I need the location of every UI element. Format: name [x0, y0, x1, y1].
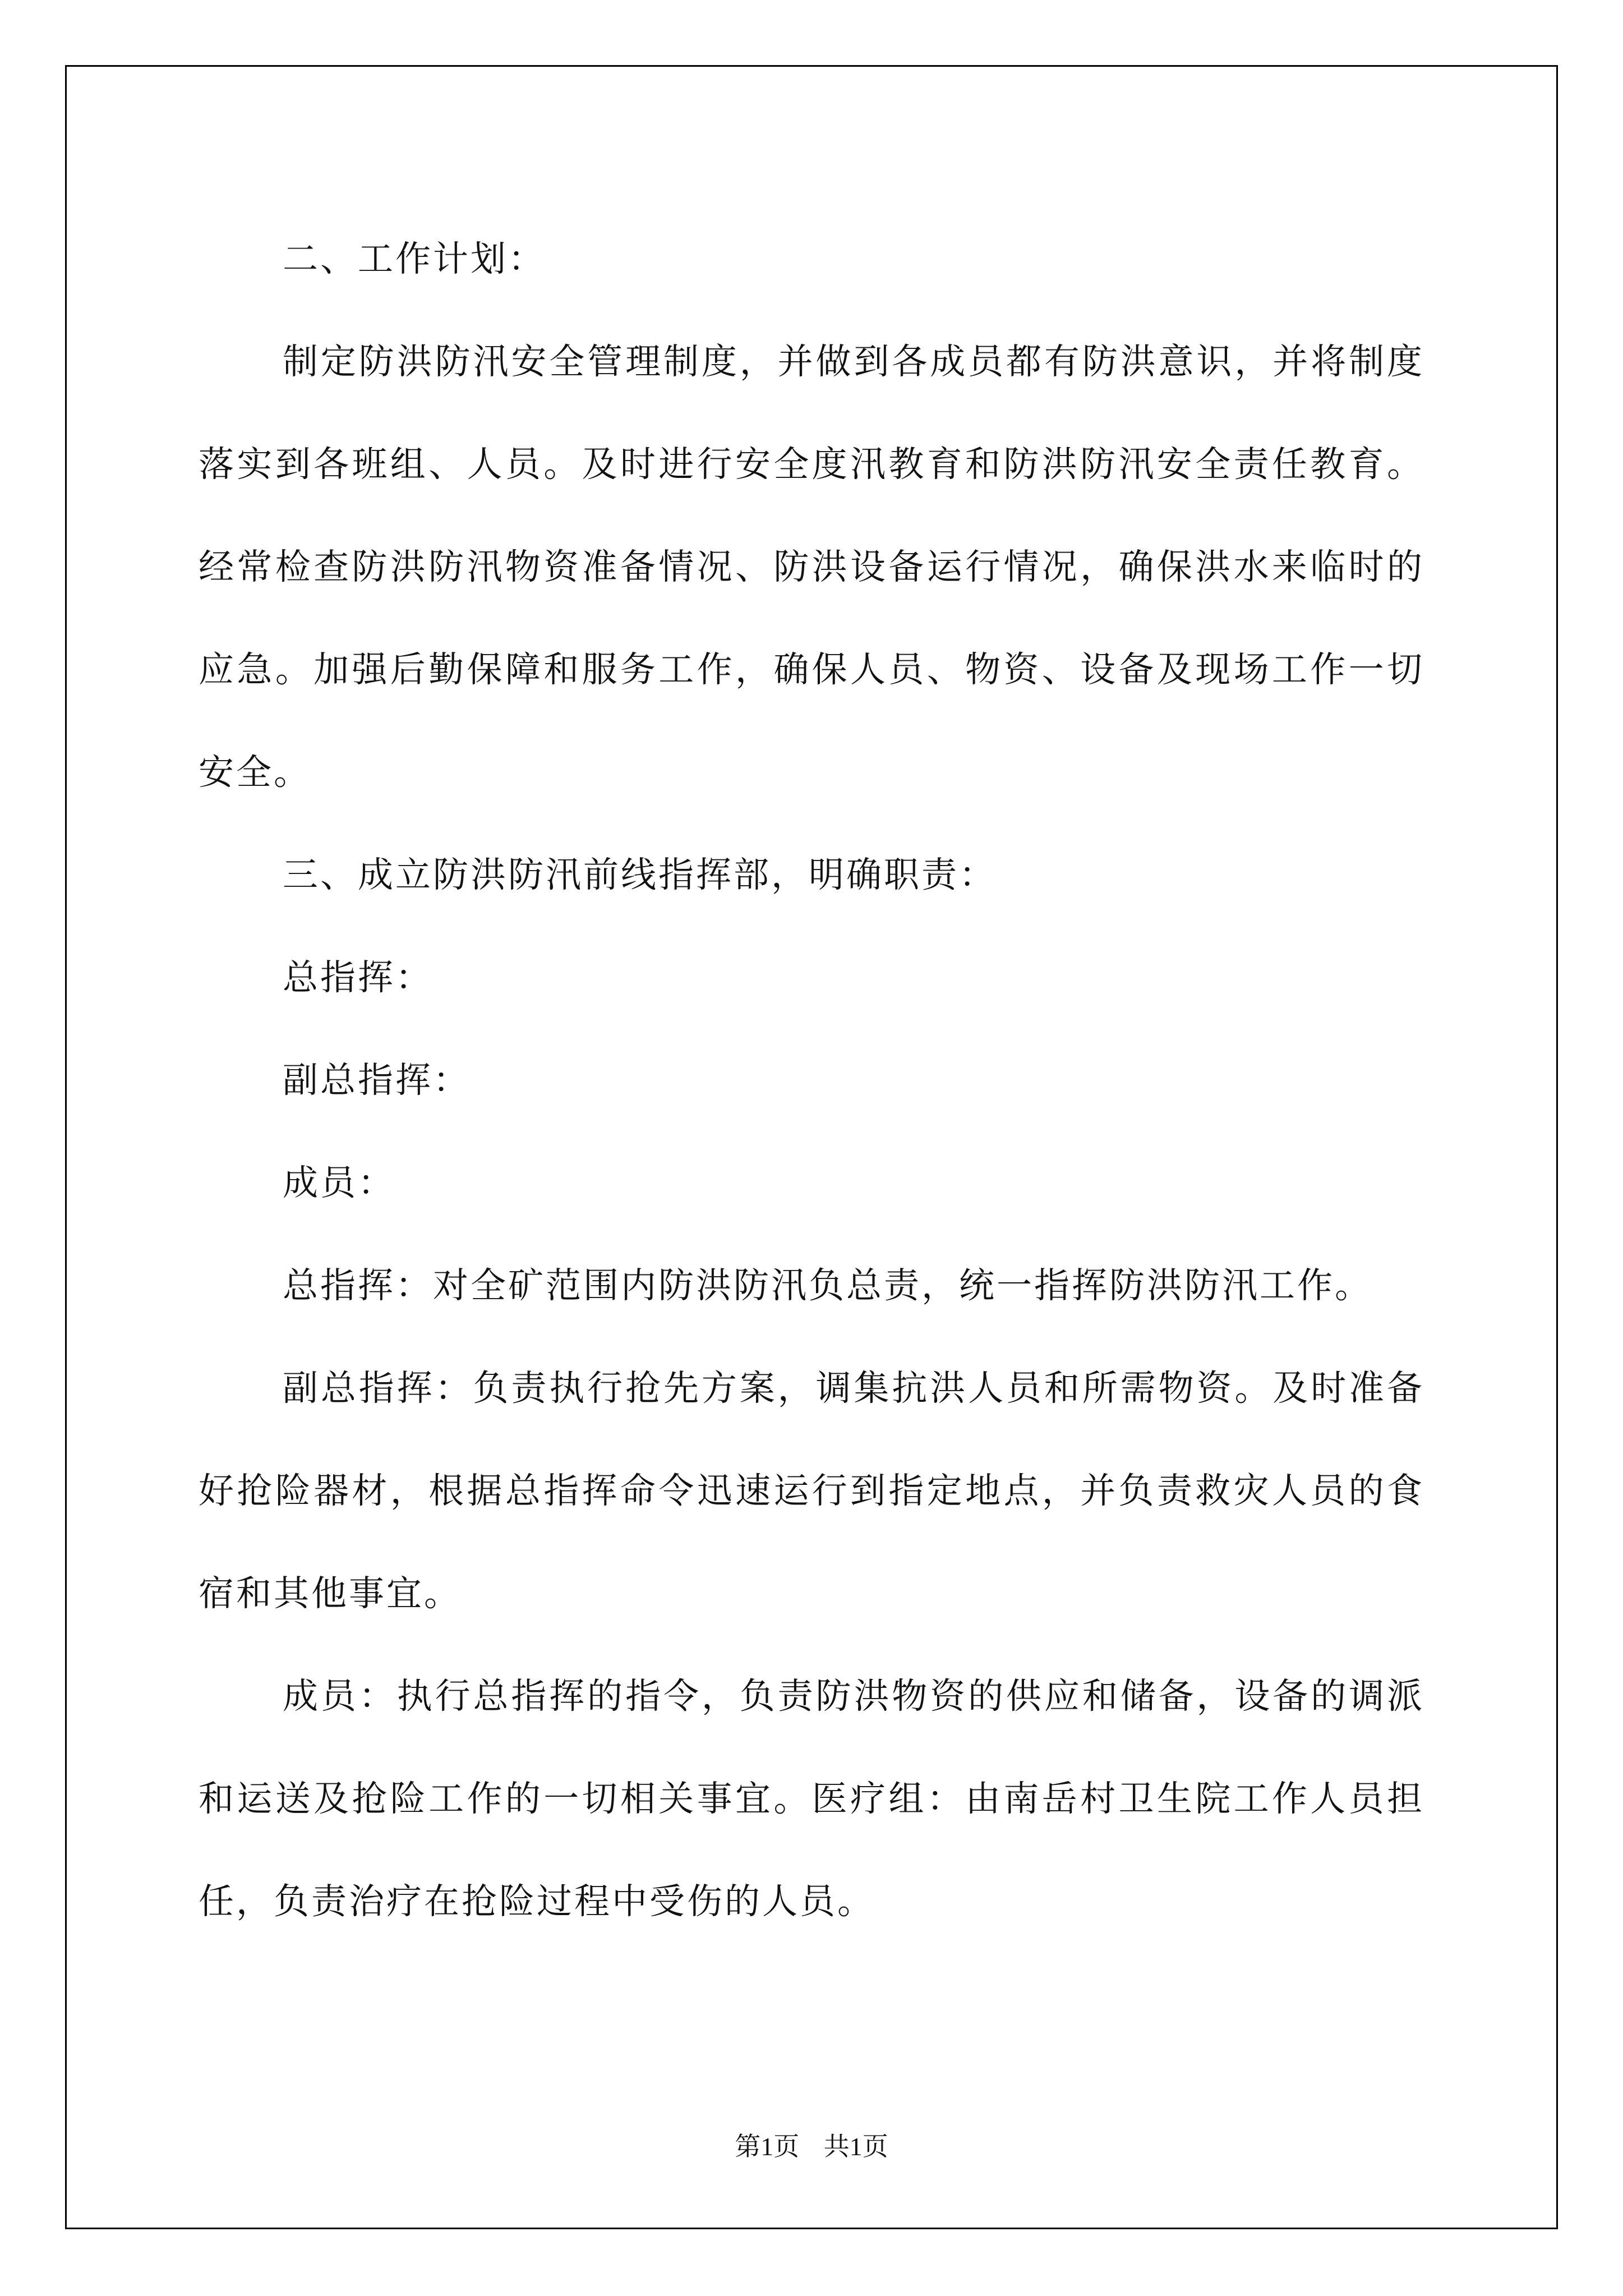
page-footer — [0, 2126, 1623, 2163]
page-total: 共1页 — [823, 2132, 888, 2161]
section-heading-command: 三、成立防洪防汛前线指挥部，明确职责： — [283, 854, 997, 895]
label-chief-commander: 总指挥： — [283, 957, 433, 998]
label-members: 成员： — [283, 1162, 395, 1203]
paragraph-chief-duties: 总指挥：对全矿范围内防洪防汛负总责，统一指挥防洪防汛工作。 — [283, 1265, 1372, 1306]
paragraph-deputy-duties: 副总指挥：负责执行抢先方案，调集抗洪人员和所需物资。及时准备好抢险器材，根据总指挥命令迅速运行到指定地点，并负责救灾人员的食宿和其他事宜。 — [199, 1368, 1424, 1614]
label-deputy-commander: 副总指挥： — [283, 1060, 471, 1101]
page-number: 第1页 — [735, 2132, 800, 2161]
paragraph-work-plan: 制定防洪防汛安全管理制度，并做到各成员都有防洪意识，并将制度落实到各班组、人员。及时进行安全度汛教育和防洪防汛安全责任教育。经常检查防洪防汛物资准备情况、防洪设备运行情况，确保洪水来临时的应急。加强后勤保障和服务工作，确保人员、物资、设备及现场工作一切安全。 — [199, 341, 1424, 793]
paragraph-member-duties: 成员：执行总指挥的指令，负责防洪物资的供应和储备，设备的调派和运送及抢险工作的一切相关事宜。医疗组：由南岳村卫生院工作人员担任，负责治疗在抢险过程中受伤的人员。 — [199, 1676, 1424, 1922]
section-heading-work-plan: 二、工作计划： — [283, 238, 546, 279]
document-body — [199, 208, 1424, 1953]
